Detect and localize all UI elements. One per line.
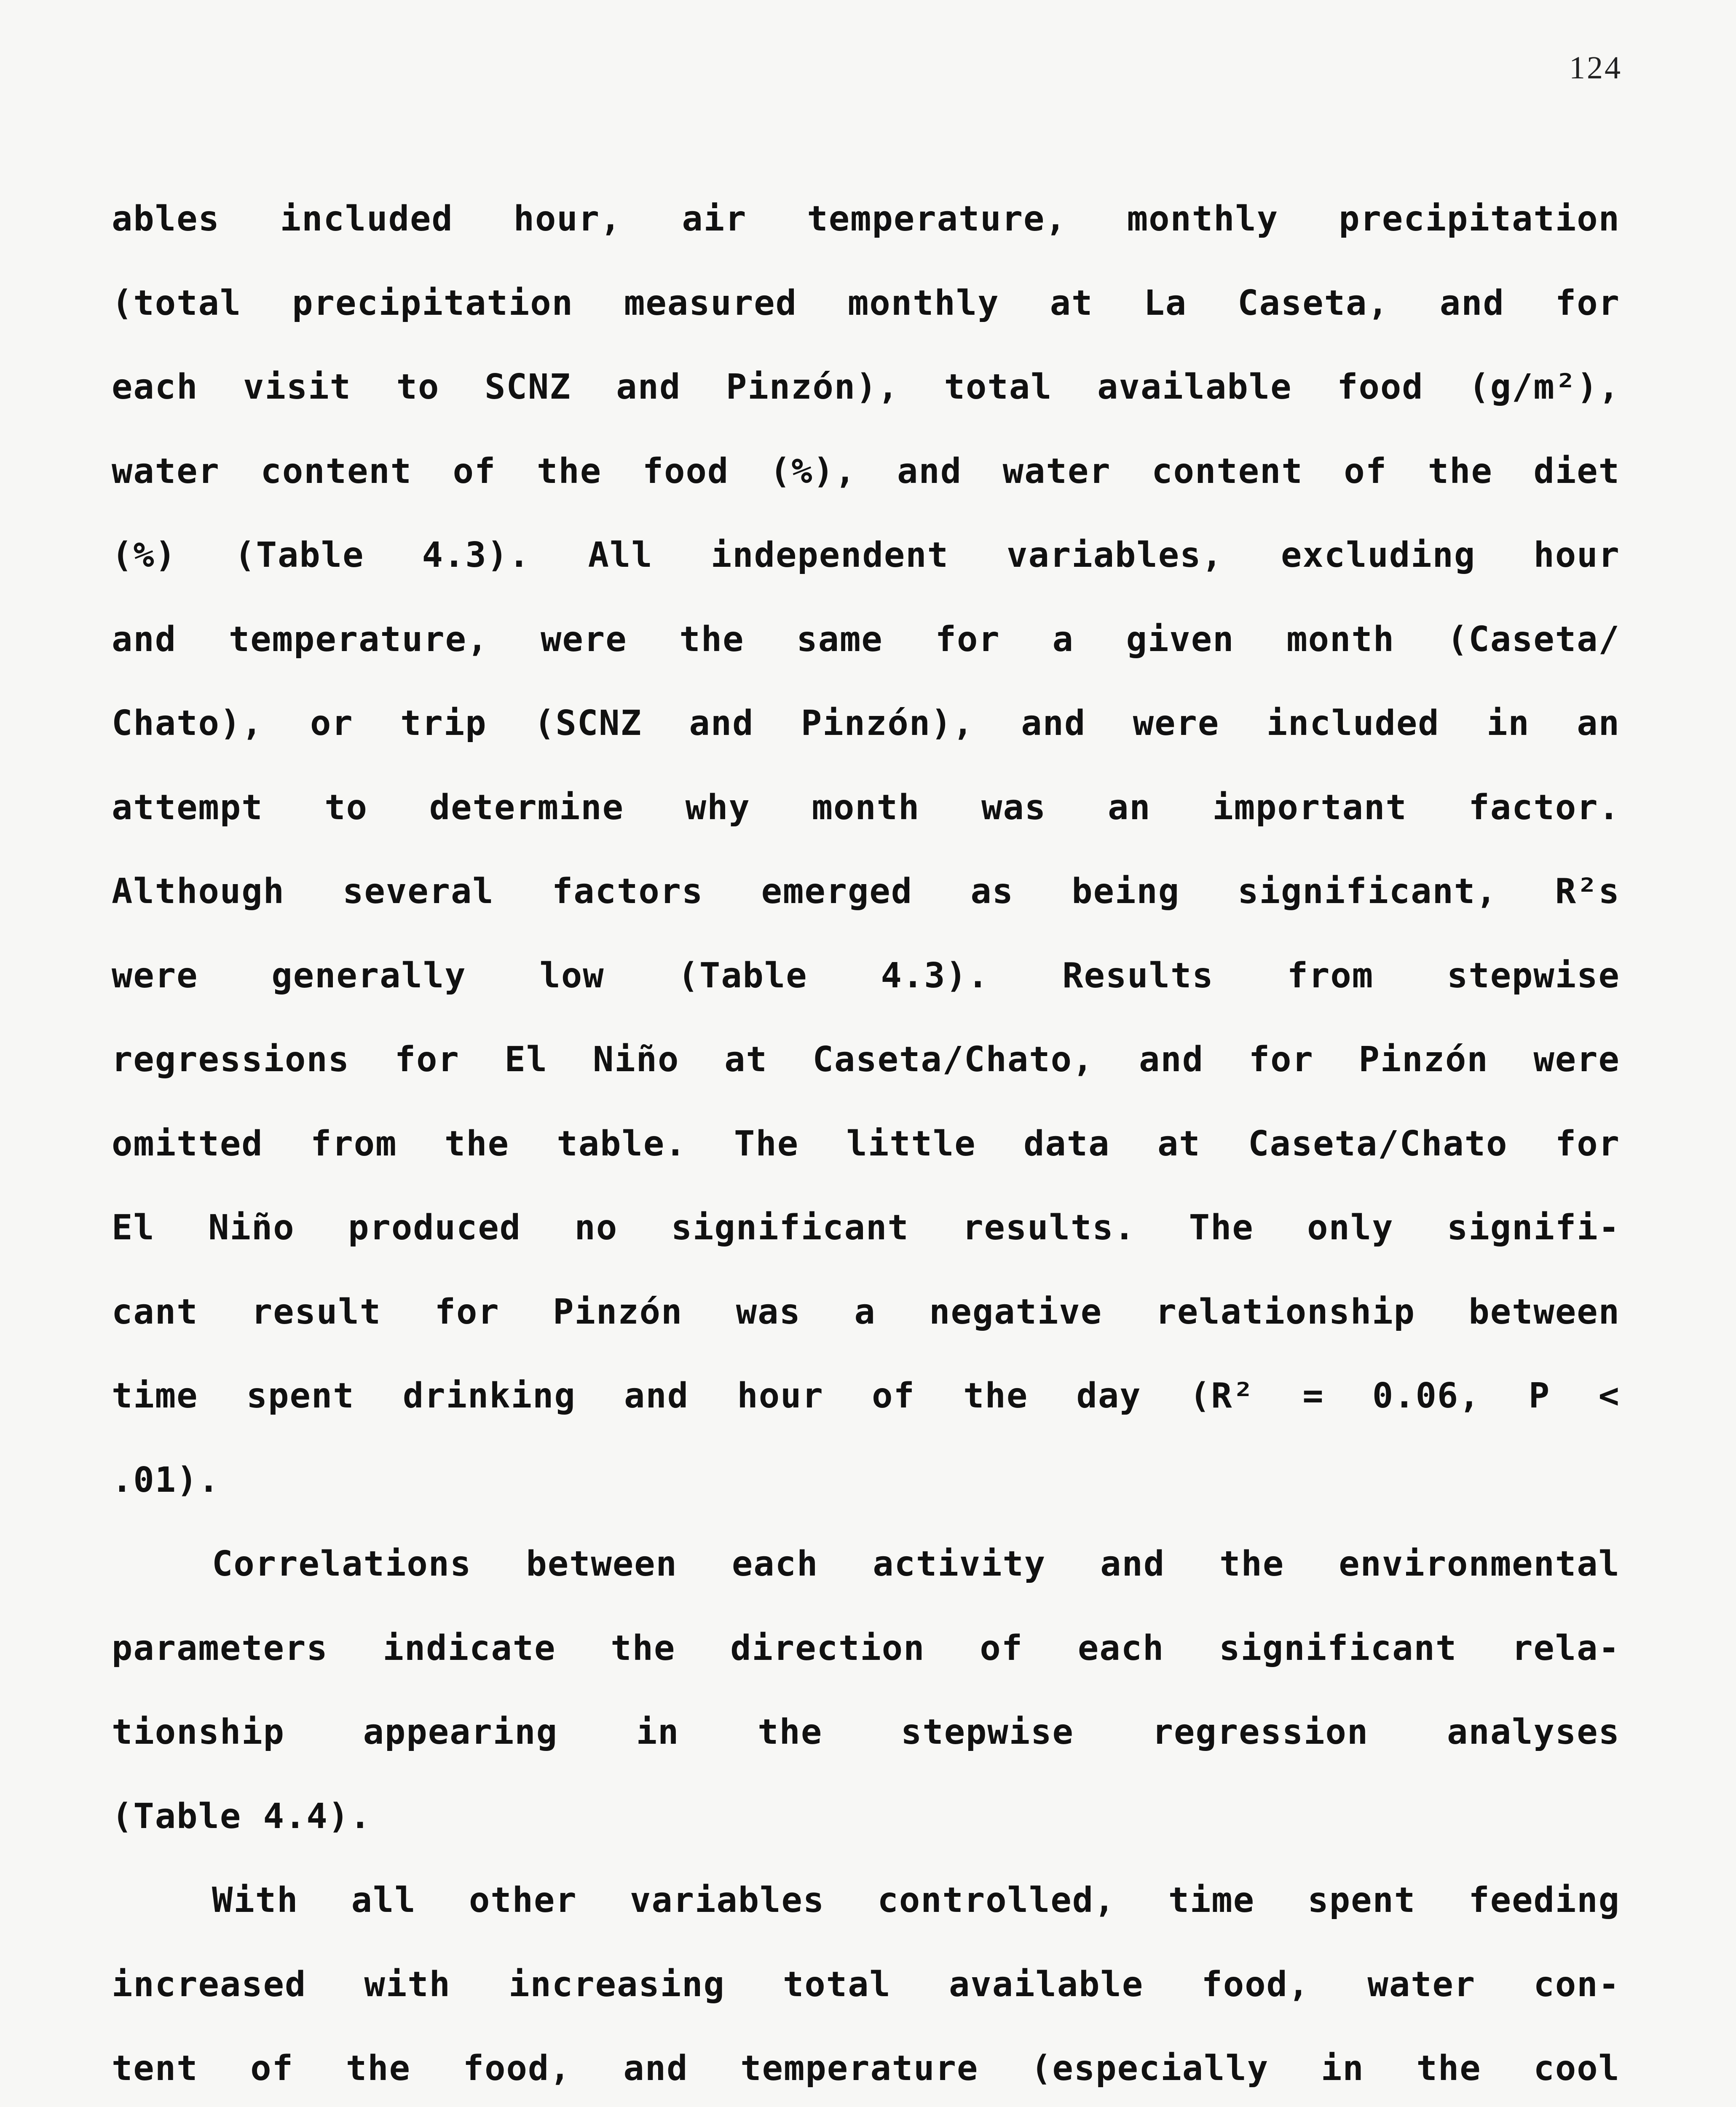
text-line: increased with increasing total available food, water con- — [112, 1964, 1620, 2005]
text-line: tent of the food, and temperature (especially in the cool — [112, 2048, 1620, 2088]
text-line: (total precipitation measured monthly at La Caseta, and for — [112, 283, 1620, 323]
text-line: (Table 4.4). — [112, 1796, 372, 1836]
text-line: and temperature, were the same for a given month (Caseta/ — [112, 619, 1620, 659]
body-text — [112, 198, 1620, 2107]
text-line: each visit to SCNZ and Pinzón), total available food (g/m²), — [112, 367, 1620, 407]
text-line: (%) (Table 4.3). All independent variables, excluding hour — [112, 535, 1620, 575]
text-line: .01). — [112, 1460, 220, 1500]
text-line: attempt to determine why month was an important factor. — [112, 787, 1620, 828]
text-line: water content of the food (%), and water content of the diet — [112, 451, 1620, 491]
text-line: cant result for Pinzón was a negative relationship between — [112, 1292, 1620, 1332]
text-line: omitted from the table. The little data at Caseta/Chato for — [112, 1123, 1620, 1164]
text-line: regressions for El Niño at Caseta/Chato, and for Pinzón were — [112, 1040, 1620, 1080]
text-line: Chato), or trip (SCNZ and Pinzón), and were included in an — [112, 703, 1620, 743]
text-line: ables included hour, air temperature, monthly precipitation — [112, 199, 1620, 239]
text-line: El Niño produced no significant results. The only signifi- — [112, 1208, 1620, 1248]
page-number: 124 — [1569, 50, 1622, 86]
text-line: parameters indicate the direction of each significant rela- — [112, 1628, 1620, 1668]
text-line: Correlations between each activity and the environmental — [212, 1544, 1620, 1584]
text-line: were generally low (Table 4.3). Results from stepwise — [112, 955, 1620, 996]
text-line: tionship appearing in the stepwise regression analyses — [112, 1712, 1620, 1752]
text-line: With all other variables controlled, time spent feeding — [212, 1880, 1620, 1920]
text-line: time spent drinking and hour of the day (R² = 0.06, P < — [112, 1376, 1620, 1416]
text-line: Although several factors emerged as being significant, R²s — [112, 871, 1620, 911]
